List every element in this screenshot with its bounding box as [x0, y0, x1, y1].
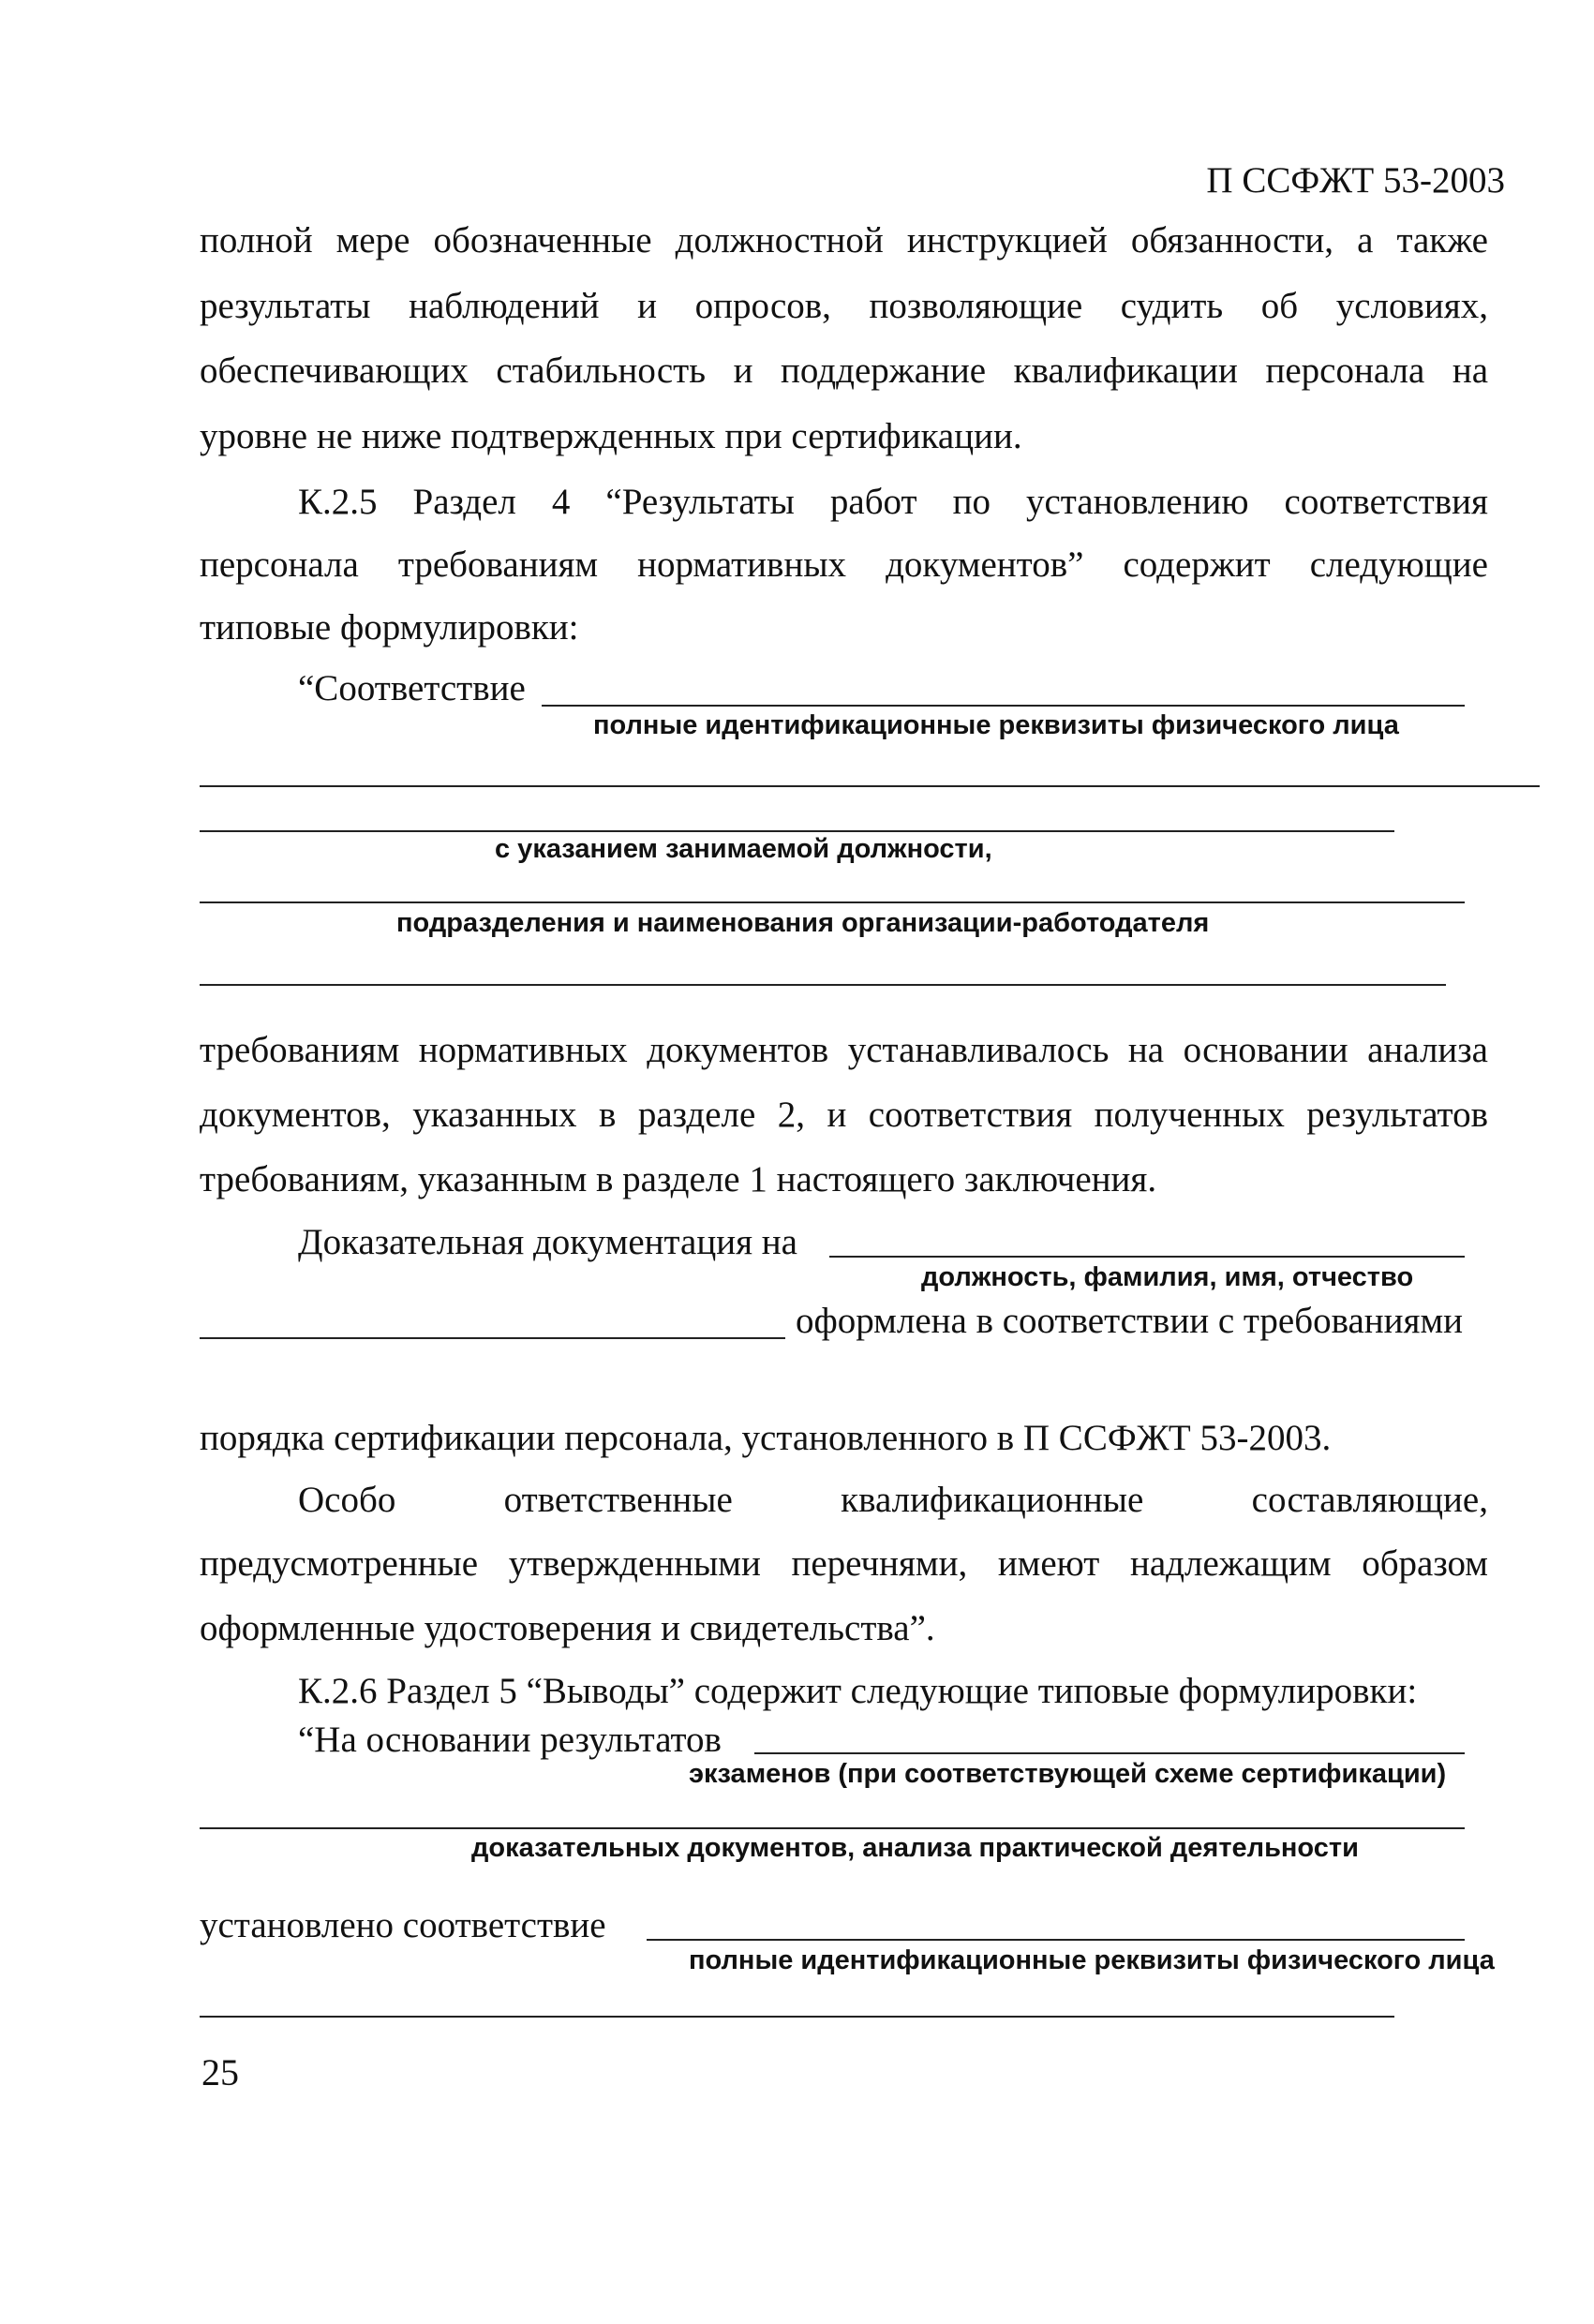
- evidence-tail-text: оформлена в соответствии с требованиями: [796, 1301, 1464, 1341]
- fill-in-line: [647, 1939, 1465, 1941]
- paragraph-line: предусмотренные утвержденными перечнями, имеют надлежащим образом: [200, 1543, 1488, 1584]
- fill-in-line: [200, 901, 1465, 903]
- paragraph-line: требованиям нормативных документов устанавливалось на основании анализа: [200, 1030, 1488, 1070]
- conclusion-lead-text: “На основании результатов: [298, 1720, 722, 1760]
- paragraph-line: порядка сертификации персонала, установленного в П ССФЖТ 53-2003.: [200, 1418, 1332, 1458]
- section-k26-line: К.2.6 Раздел 5 “Выводы” содержит следующие типовые формулировки:: [298, 1671, 1418, 1711]
- fill-in-line: [829, 1256, 1465, 1258]
- paragraph-line: Особо ответственные квалификационные составляющие,: [298, 1480, 1488, 1520]
- field-caption: подразделения и наименования организации-работодателя: [396, 908, 1210, 938]
- paragraph-line: требованиям, указанным в разделе 1 настоящего заключения.: [200, 1159, 1157, 1199]
- field-caption: доказательных документов, анализа практической деятельности: [471, 1833, 1359, 1863]
- field-caption: экзаменов (при соответствующей схеме сертификации): [689, 1759, 1447, 1789]
- paragraph-line: полной мере обозначенные должностной инструкцией обязанности, а также: [200, 220, 1488, 261]
- section-k25-line: персонала требованиям нормативных документов” содержит следующие: [200, 544, 1488, 585]
- section-k25-line: К.2.5 Раздел 4 “Результаты работ по установлению соответствия: [298, 482, 1488, 522]
- fill-in-line: [542, 705, 1465, 707]
- paragraph-line: уровне не ниже подтвержденных при сертификации.: [200, 416, 1022, 456]
- paragraph-line: оформленные удостоверения и свидетельства”.: [200, 1608, 935, 1648]
- page-number: 25: [201, 2051, 239, 2093]
- paragraph-line: документов, указанных в разделе 2, и соответствия полученных результатов: [200, 1095, 1488, 1135]
- form-lead-text: “Соответствие: [298, 668, 526, 708]
- paragraph-line: обеспечивающих стабильность и поддержание квалификации персонала на: [200, 350, 1488, 391]
- fill-in-line: [200, 830, 1394, 832]
- field-caption: полные идентификационные реквизиты физического лица: [689, 1945, 1495, 1975]
- paragraph-line: результаты наблюдений и опросов, позволяющие судить об условиях,: [200, 286, 1488, 326]
- evidence-lead-text: Доказательная документация на: [298, 1222, 797, 1262]
- field-caption: с указанием занимаемой должности,: [495, 834, 992, 864]
- fill-in-line: [754, 1752, 1465, 1754]
- fill-in-line: [200, 2016, 1394, 2018]
- established-text: установлено соответствие: [200, 1905, 606, 1945]
- section-k25-line: типовые формулировки:: [200, 607, 579, 648]
- fill-in-line: [200, 984, 1446, 986]
- fill-in-line: [200, 1827, 1465, 1829]
- field-caption: полные идентификационные реквизиты физического лица: [593, 710, 1399, 740]
- field-caption: должность, фамилия, имя, отчество: [921, 1262, 1414, 1292]
- fill-in-line: [200, 1337, 785, 1339]
- fill-in-line: [200, 785, 1540, 787]
- document-code-header: П ССФЖТ 53-2003: [1206, 160, 1505, 201]
